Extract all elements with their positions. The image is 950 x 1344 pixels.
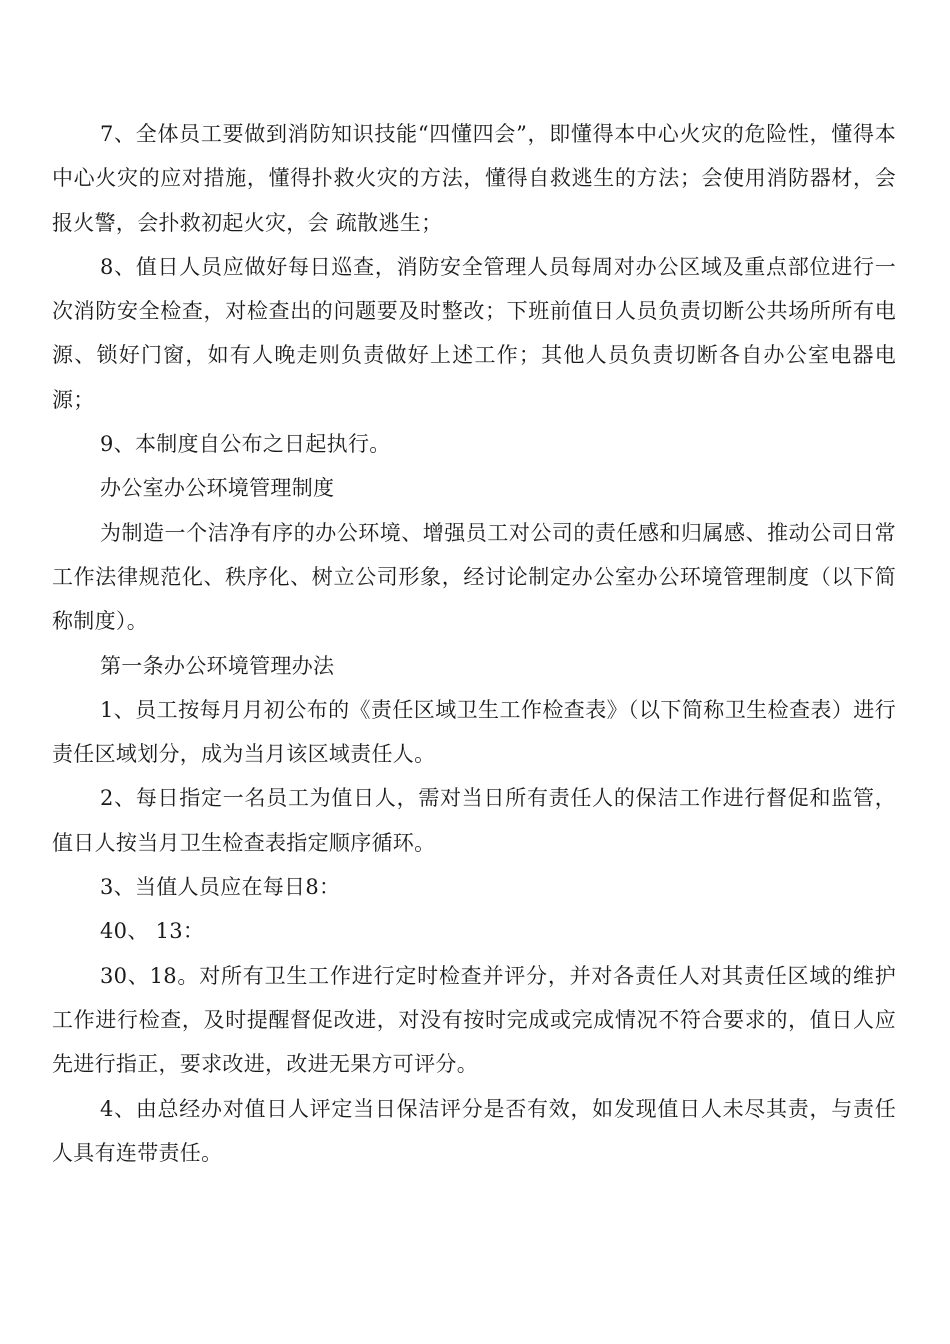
article-heading-first: 第一条办公环境管理办法 [100,653,335,678]
section-title-office-environment: 办公室办公环境管理制度 [100,476,335,501]
document-body [52,112,896,1175]
paragraph-item-3-cont-a: 40、 13： [100,919,205,944]
paragraph-item-3-cont-b: 30、18。对所有卫生工作进行定时检查并评分，并对各责任人对其责任区域的维护工作进行检查，及时提醒督促改进，对没有按时完成或完成情况不符合要求的，值日人应先进行指正，要求改进，改进无果方可评分。 [52,963,896,1077]
paragraph-item-1: 1、员工按每月月初公布的《责任区域卫生工作检查表》（以下简称卫生检查表）进行责任区域划分，成为当月该区域责任人。 [52,697,896,767]
paragraph-item-3: 3、当值人员应在每日8： [100,875,341,900]
paragraph-purpose: 为制造一个洁净有序的办公环境、增强员工对公司的责任感和归属感、推动公司日常工作法律规范化、秩序化、树立公司形象，经讨论制定办公室办公环境管理制度（以下简称制度）。 [52,520,896,634]
paragraph-daily-inspection: 8、值日人员应做好每日巡查，消防安全管理人员每周对办公区域及重点部位进行一次消防安全检查，对检查出的问题要及时整改；下班前值日人员负责切断公共场所所有电源、锁好门窗，如有人晚走则负责做好上述工作；其他人员负责切断各自办公室电器电源； [52,254,896,412]
paragraph-item-2: 2、每日指定一名员工为值日人，需对当日所有责任人的保洁工作进行督促和监管，值日人按当月卫生检查表指定顺序循环。 [52,786,896,855]
paragraph-fire-safety-training: 7、全体员工要做到消防知识技能“四懂四会”，即懂得本中心火灾的危险性，懂得本中心火灾的应对措施，懂得扑救火灾的方法，懂得自救逃生的方法；会使用消防器材，会报火警，会扑救初起火灾，会 疏散逃生； [52,122,896,235]
paragraph-effective-date: 9、本制度自公布之日起执行。 [100,432,391,457]
paragraph-item-4: 4、由总经办对值日人评定当日保洁评分是否有效，如发现值日人未尽其责，与责任人具有连带责任。 [52,1096,896,1165]
